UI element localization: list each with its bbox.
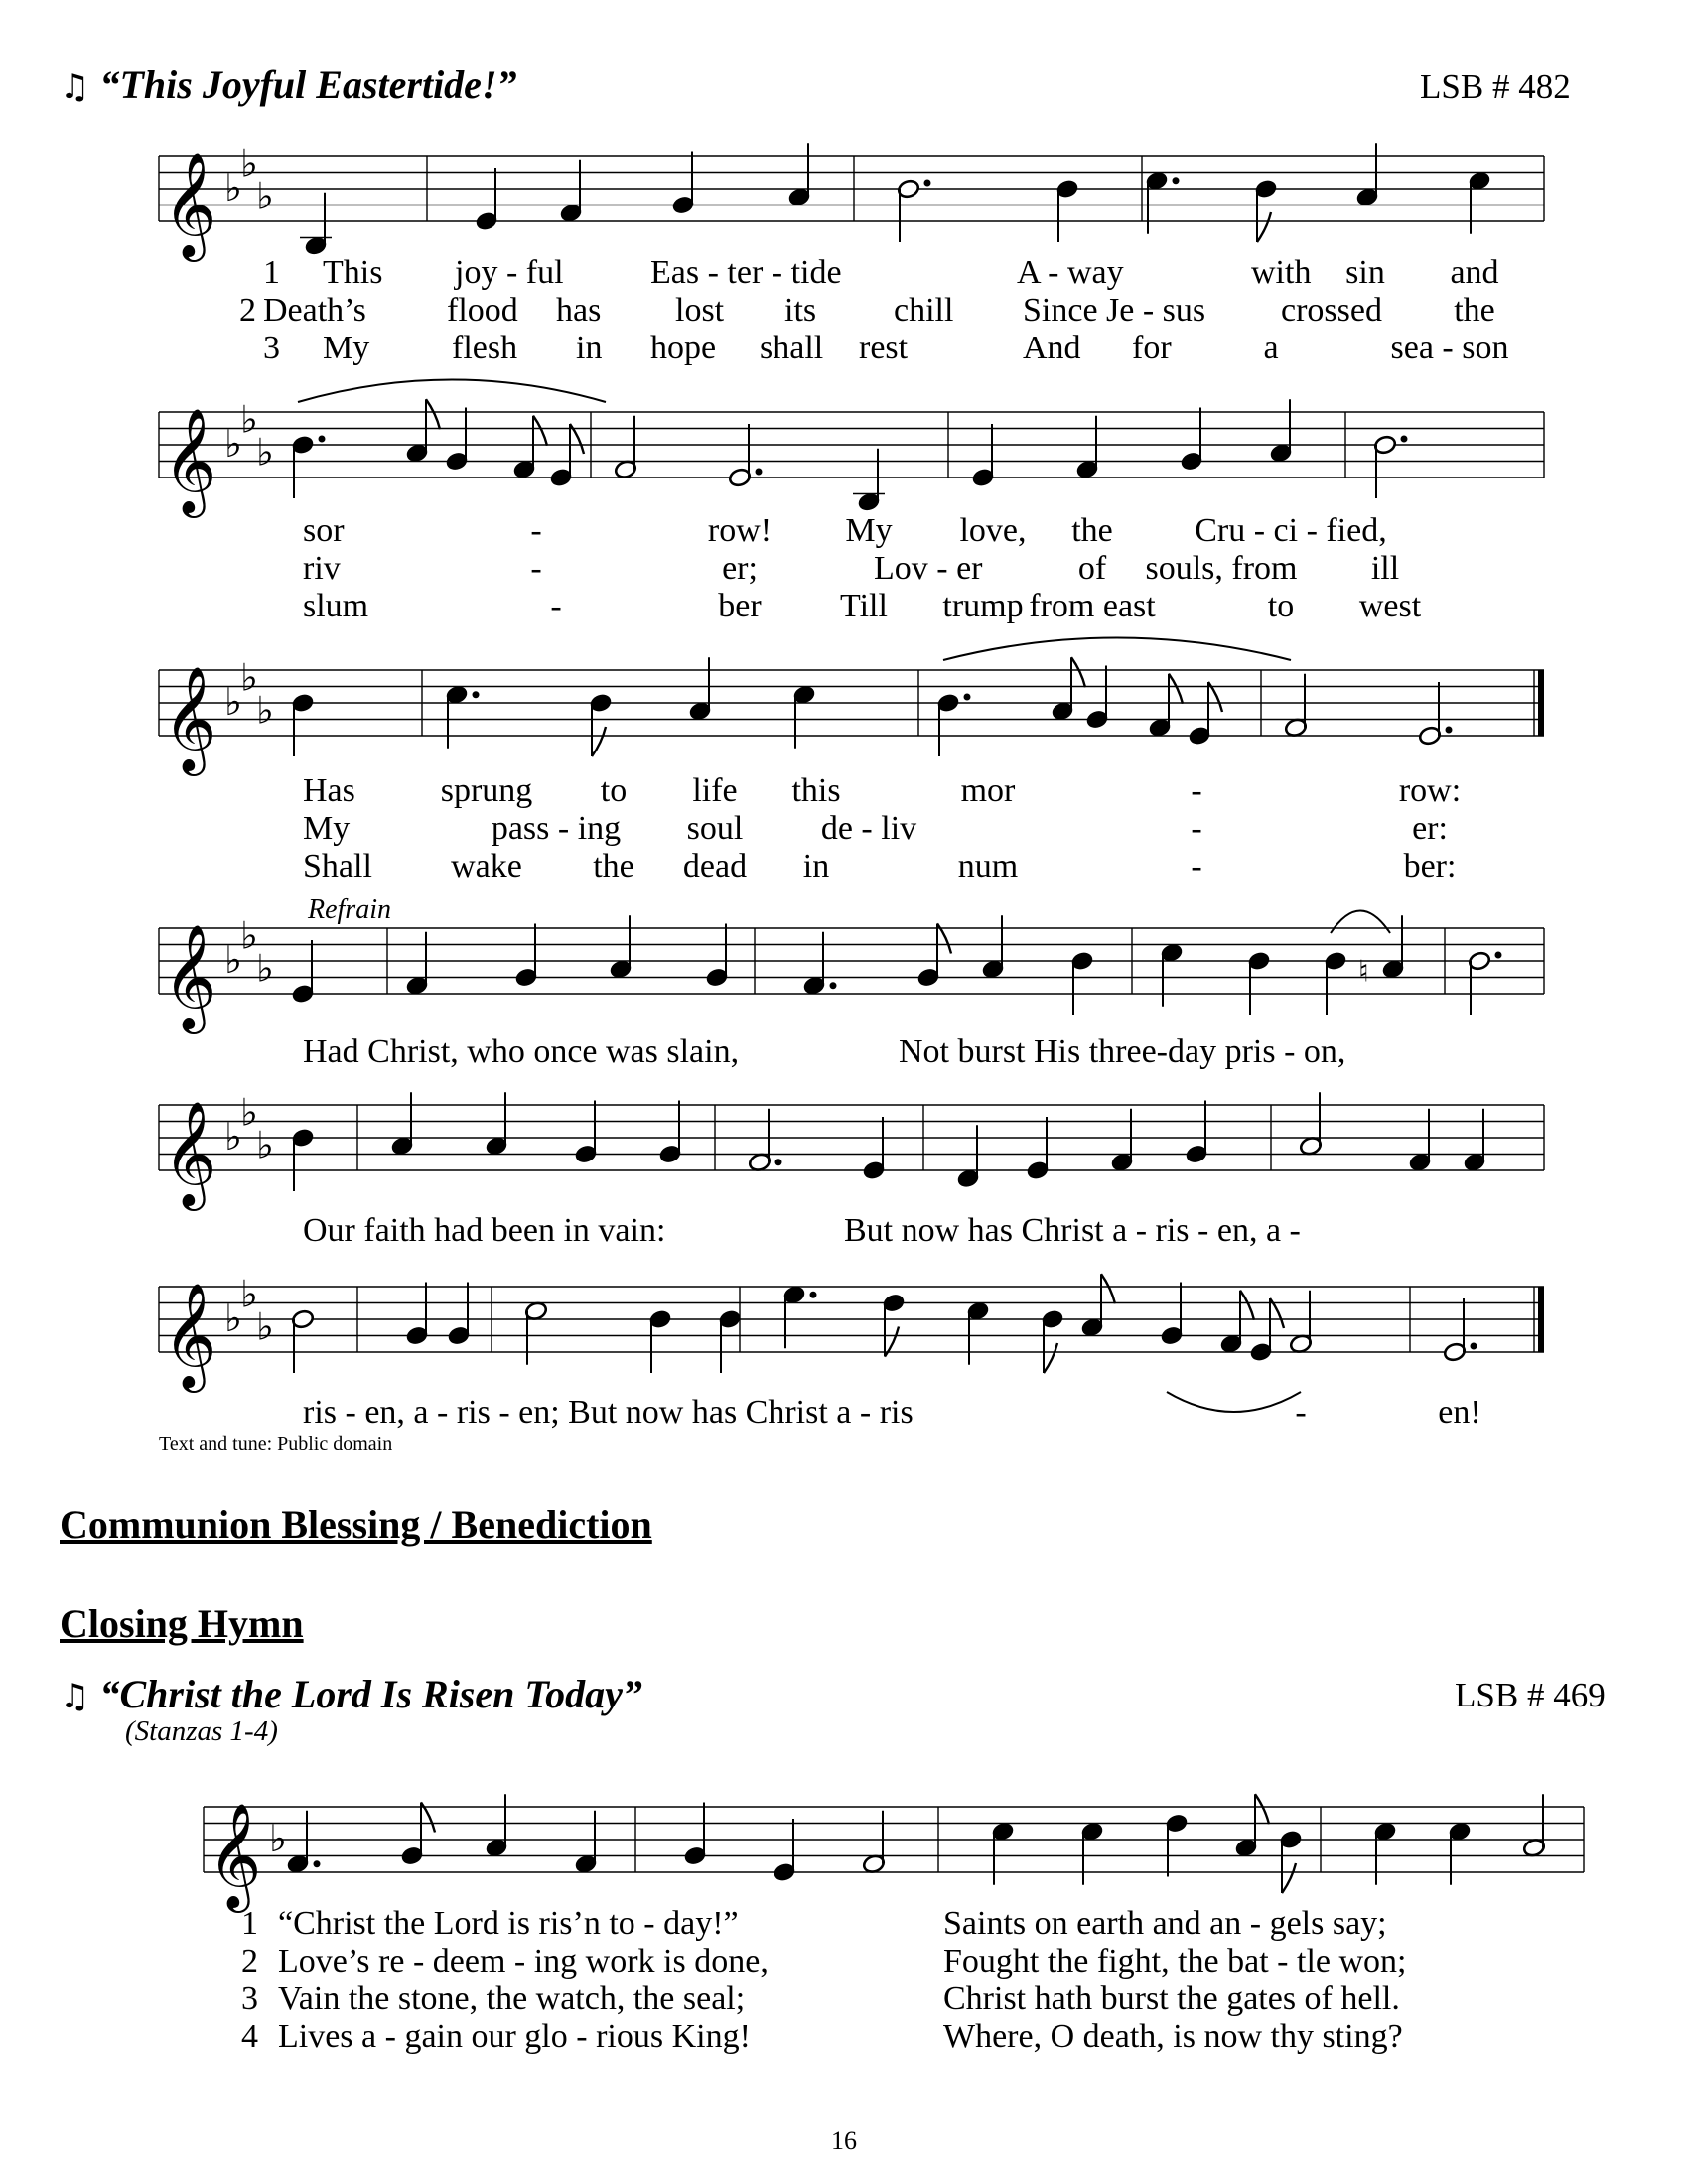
note-dot (810, 1292, 816, 1297)
lyric-syllable: Lov - er (874, 550, 983, 587)
lyric-syllable: Our faith had been in vain: (303, 1212, 666, 1249)
lyric-syllable: 2 (239, 292, 256, 329)
lyric-syllable: Has (303, 772, 355, 809)
page-number: 16 (831, 2126, 857, 2155)
lyric-syllable: flesh (452, 330, 518, 366)
lyric-syllable: er: (1412, 810, 1448, 847)
note-flag (592, 727, 606, 756)
note-flag (1071, 657, 1085, 687)
lyric-syllable: riv (303, 550, 341, 587)
hymn2-title-text: “Christ the Lord Is Risen Today” (99, 1672, 642, 1716)
flat-icon: ♭ (256, 1304, 274, 1349)
note-dot (924, 180, 930, 186)
lyric-syllable: joy - ful (455, 254, 564, 291)
note-dot (473, 692, 479, 698)
lyric-syllable: - (1191, 810, 1202, 847)
lyric-syllable: trump (942, 588, 1024, 624)
treble-clef-icon: 𝄞 (163, 1282, 217, 1388)
note-dot (775, 1160, 781, 1165)
note-dot (319, 436, 325, 442)
lyric-syllable: Lives a - gain our glo - rious King! (278, 2018, 751, 2055)
slur (298, 380, 606, 403)
flat-icon: ♭ (224, 938, 242, 982)
lyric-syllable: lost (675, 292, 725, 329)
lyric-syllable: love, (959, 512, 1027, 549)
lyric-syllable: for (1132, 330, 1172, 366)
hymn1-title-text: “This Joyful Eastertide!” (99, 63, 517, 107)
lyric-syllable: - (1191, 848, 1202, 885)
lyric-syllable: Had Christ, who once was slain, (303, 1033, 740, 1070)
treble-clef-icon: 𝄞 (163, 407, 217, 513)
note-flag (1240, 1291, 1254, 1320)
note-dot (1446, 727, 1452, 733)
lyric-syllable: 1 (263, 254, 280, 291)
final-bar (1538, 670, 1544, 736)
lyric-syllable: - (550, 588, 562, 624)
flat-icon: ♭ (256, 430, 274, 475)
hymn2-stanzas-note: (Stanzas 1-4) (125, 1715, 278, 1747)
note-dot (830, 983, 836, 989)
lyric-syllable: to (600, 772, 628, 809)
note-flag (426, 399, 440, 429)
lyric-syllable: My (845, 512, 893, 549)
lyric-syllable: the (1071, 512, 1113, 549)
note-flag (1101, 1274, 1115, 1303)
lyric-syllable: Cru - ci - fied, (1195, 512, 1387, 549)
lyric-syllable: in (576, 330, 603, 366)
lyric-syllable: sor (303, 512, 345, 549)
music-note-icon: ♫ (60, 1677, 90, 1716)
lyric-syllable: This (323, 254, 383, 291)
lyric-syllable: er; (722, 550, 758, 587)
lyric-syllable: dead (682, 848, 748, 885)
lyric-syllable: shall (760, 330, 824, 366)
lyric-syllable: de - liv (820, 810, 917, 847)
lyric-syllable: Christ hath burst the gates of hell. (943, 1980, 1400, 2017)
note-dot (1401, 436, 1407, 442)
lyric-syllable: crossed (1281, 292, 1382, 329)
lyric-syllable: slum (303, 588, 369, 624)
lyric-syllable: chill (894, 292, 954, 329)
treble-clef-icon: 𝄞 (163, 923, 217, 1029)
lyric-syllable: has (556, 292, 602, 329)
note-dot (1173, 178, 1179, 184)
lyric-syllable: But now has Christ a - ris - en, a - (844, 1212, 1301, 1249)
lyric-syllable: en! (1438, 1394, 1481, 1431)
note-flag (1257, 212, 1271, 242)
lyric-syllable: sea - son (1390, 330, 1509, 366)
lyric-syllable: - (1295, 1394, 1307, 1431)
final-bar (1538, 1287, 1544, 1352)
flat-icon: ♭ (256, 174, 274, 218)
lyric-syllable: souls, from (1145, 550, 1298, 587)
treble-clef-icon: 𝄞 (163, 151, 217, 257)
flat-icon: ♭ (224, 1297, 242, 1340)
lyric-syllable: My (303, 810, 351, 847)
lyric-syllable: sin (1345, 254, 1385, 291)
flat-icon: ♭ (240, 913, 258, 958)
flat-icon: ♭ (224, 422, 242, 466)
lyric-syllable: ris - en, a - ris - en; But now has Christ a - ris (303, 1394, 914, 1431)
treble-clef-icon: 𝄞 (163, 665, 217, 771)
lyric-syllable: from east (1029, 588, 1156, 624)
treble-clef-icon: 𝄞 (208, 1802, 262, 1908)
lyric-syllable: Where, O death, is now thy sting? (943, 2018, 1403, 2055)
lyric-syllable: “Christ the Lord is ris’n to - day!” (278, 1905, 739, 1942)
flat-icon: ♭ (256, 688, 274, 733)
lyric-syllable: 3 (241, 1980, 258, 2017)
flat-icon: ♭ (224, 166, 242, 209)
lyric-syllable: Death’s (263, 292, 366, 329)
lyric-syllable: Shall (303, 848, 372, 885)
lyric-syllable: row! (707, 512, 773, 549)
refrain-label: Refrain (308, 894, 391, 925)
lyric-syllable: row: (1398, 772, 1462, 809)
music-note-icon: ♫ (60, 68, 90, 107)
lyric-syllable: ber (718, 588, 762, 624)
slur (1331, 911, 1390, 934)
lyric-syllable: Saints on earth and an - gels say; (943, 1905, 1387, 1942)
flat-icon: ♭ (224, 1115, 242, 1159)
flat-icon: ♭ (240, 397, 258, 442)
flat-icon: ♭ (240, 655, 258, 700)
flat-icon: ♭ (224, 680, 242, 724)
lyric-syllable: mor (960, 772, 1016, 809)
lyric-syllable: num (957, 848, 1019, 885)
lyric-syllable: sprung (440, 772, 533, 809)
note-dot (1471, 1343, 1477, 1349)
hymn2-number: LSB # 469 (1455, 1676, 1606, 1714)
note-flag (1255, 1794, 1269, 1824)
lyric-syllable: 1 (241, 1905, 258, 1942)
lyric-syllable: Till (840, 588, 888, 624)
lyric-syllable: a (1263, 330, 1279, 366)
lyric-syllable: pass - ing (491, 810, 622, 847)
communion-heading: Communion Blessing / Benediction (60, 1502, 652, 1547)
note-flag (533, 416, 547, 446)
flat-icon: ♭ (256, 1123, 274, 1167)
flat-icon: ♭ (240, 1090, 258, 1135)
note-flag (1169, 674, 1183, 704)
note-flag (1044, 1343, 1057, 1373)
lyric-syllable: Vain the stone, the watch, the seal; (278, 1980, 746, 2017)
flat-icon: ♭ (269, 1817, 287, 1860)
lyric-syllable: Love’s re - deem - ing work is done, (278, 1943, 769, 1979)
hymn1-number: LSB # 482 (1420, 68, 1571, 106)
treble-clef-icon: 𝄞 (163, 1100, 217, 1206)
lyric-syllable: with (1251, 254, 1312, 291)
closing-hymn-heading: Closing Hymn (60, 1601, 304, 1646)
lyric-syllable: this (791, 772, 841, 809)
note-flag (1282, 1863, 1296, 1893)
natural-icon: ♮ (1358, 954, 1369, 990)
lyric-syllable: the (1454, 292, 1495, 329)
lyric-syllable: of (1077, 550, 1107, 587)
note-dot (756, 469, 762, 475)
lyric-syllable: its (784, 292, 817, 329)
lyric-syllable: soul (686, 810, 744, 847)
lyric-syllable: Not burst His three-day pris - on, (899, 1033, 1346, 1070)
note-dot (964, 694, 970, 700)
hymn1-credit: Text and tune: Public domain (159, 1433, 393, 1455)
lyric-syllable: to (1267, 588, 1295, 624)
slur (943, 638, 1291, 661)
lyric-syllable: - (1191, 772, 1202, 809)
lyric-syllable: the (593, 848, 634, 885)
lyric-syllable: wake (451, 848, 522, 885)
lyric-syllable: in (802, 848, 830, 885)
lyric-syllable: life (692, 772, 738, 809)
lyric-syllable: flood (447, 292, 518, 329)
note-dot (1495, 952, 1501, 958)
lyric-syllable: rest (859, 330, 909, 366)
note-dot (314, 1861, 320, 1867)
lyric-syllable: ber: (1403, 848, 1457, 885)
slur (1167, 1392, 1301, 1412)
lyric-syllable: 2 (241, 1943, 258, 1979)
flat-icon: ♭ (240, 141, 258, 186)
flat-icon: ♭ (256, 946, 274, 991)
lyric-syllable: ill (1370, 550, 1400, 587)
lyric-syllable: Fought the fight, the bat - tle won; (943, 1943, 1407, 1979)
lyric-syllable: - (530, 550, 542, 587)
lyric-syllable: - (530, 512, 542, 549)
lyric-syllable: Since Je - sus (1023, 292, 1206, 329)
lyric-syllable: 4 (241, 2018, 258, 2055)
lyric-syllable: and (1450, 254, 1499, 291)
lyric-syllable: 3 (263, 330, 280, 366)
lyric-syllable: My (323, 330, 370, 366)
lyric-syllable: west (1358, 588, 1422, 624)
lyric-syllable: And (1023, 330, 1081, 366)
lyric-syllable: hope (650, 330, 717, 366)
flat-icon: ♭ (240, 1272, 258, 1316)
lyric-syllable: A - way (1017, 254, 1124, 291)
hymn2-title (60, 1671, 642, 1717)
lyric-syllable: Eas - ter - tide (650, 254, 842, 291)
